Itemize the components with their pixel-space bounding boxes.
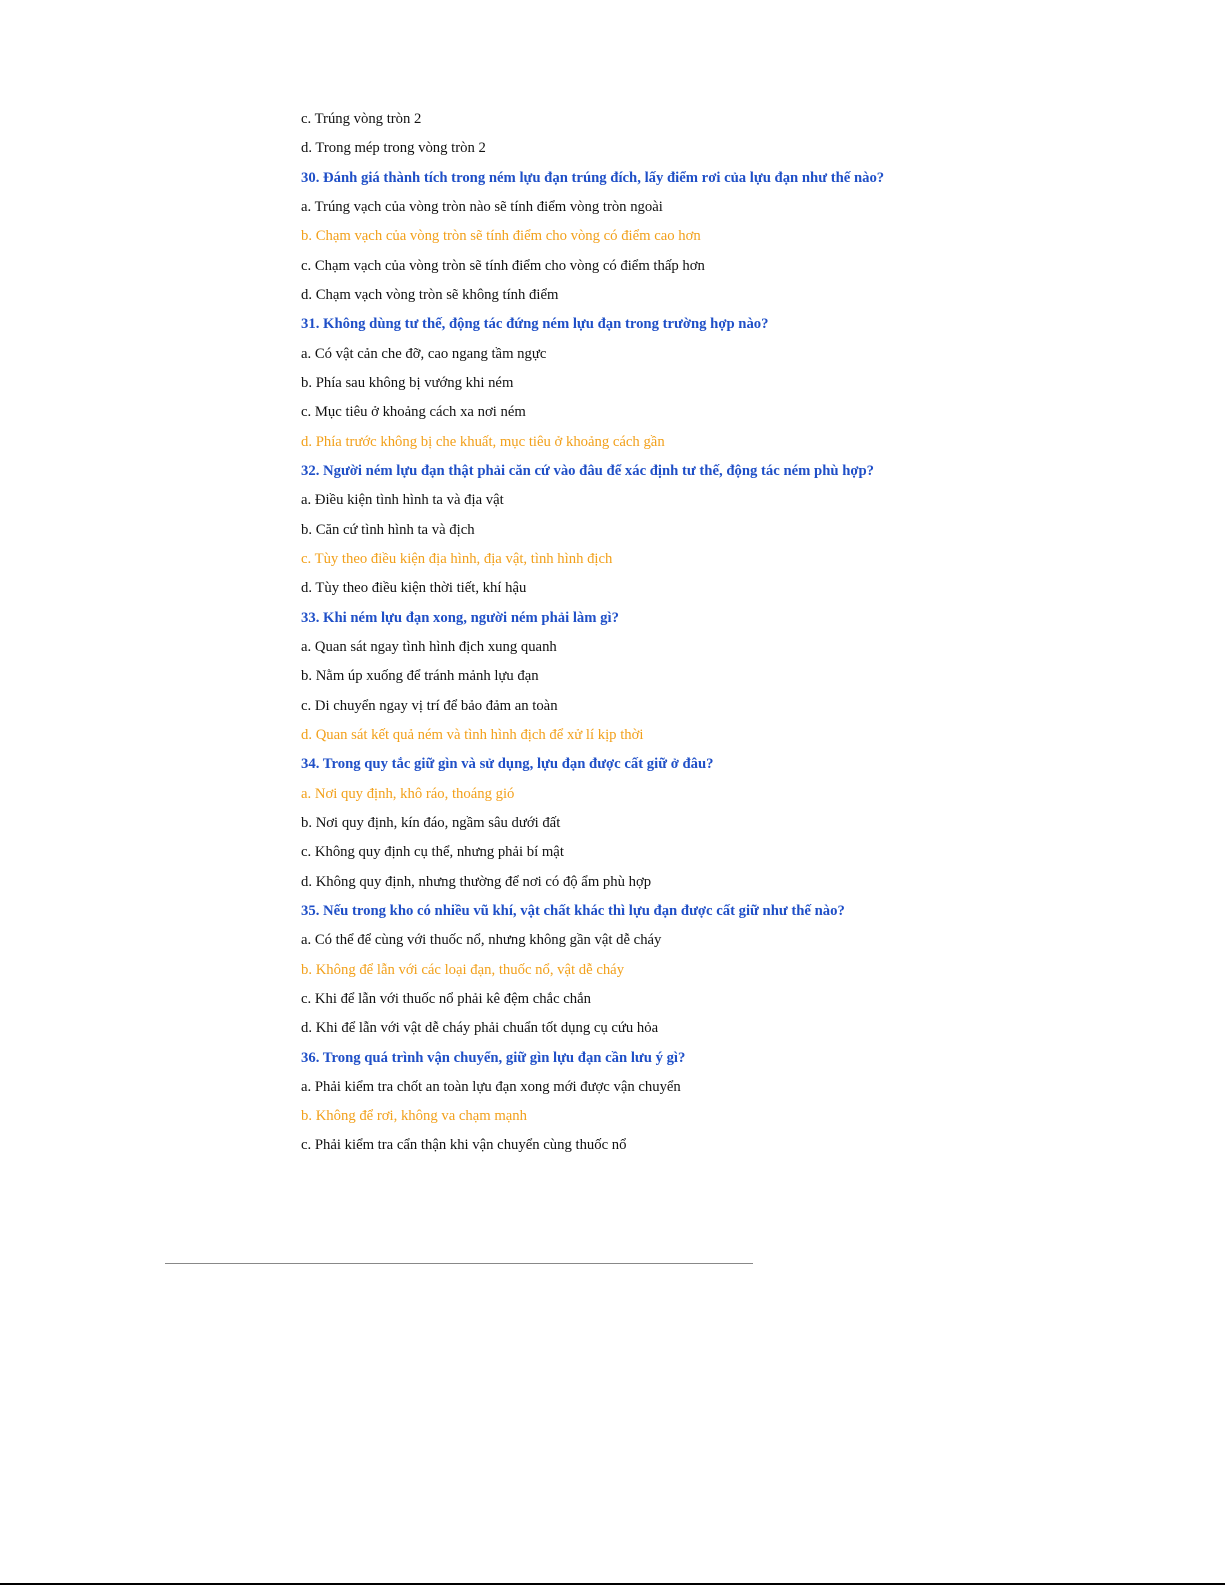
option-line: a. Phải kiểm tra chốt an toàn lựu đạn xong mới được vận chuyển	[301, 1078, 681, 1095]
option-line: d. Chạm vạch vòng tròn sẽ không tính điểm	[301, 286, 559, 303]
option-line: a. Có thể để cùng với thuốc nổ, nhưng không gần vật dễ cháy	[301, 932, 662, 949]
correct-answer-line: b. Không để lẫn với các loại đạn, thuốc nổ, vật dễ cháy	[301, 961, 625, 978]
question-heading: 31. Không dùng tư thế, động tác đứng ném lựu đạn trong trường hợp nào?	[301, 316, 769, 333]
option-line: a. Trúng vạch của vòng tròn nào sẽ tính điểm vòng tròn ngoài	[301, 198, 663, 215]
option-line: d. Tùy theo điều kiện thời tiết, khí hậu	[301, 580, 527, 597]
option-line: c. Khi để lẫn với thuốc nổ phải kê đệm chắc chắn	[301, 990, 591, 1007]
correct-answer-line: c. Tùy theo điều kiện địa hình, địa vật, tình hình địch	[301, 550, 613, 567]
option-line: c. Trúng vòng tròn 2	[301, 111, 422, 127]
footer-divider	[165, 1263, 753, 1264]
correct-answer-line: b. Không để rơi, không va chạm mạnh	[301, 1108, 527, 1125]
option-line: c. Mục tiêu ở khoảng cách xa nơi ném	[301, 404, 526, 421]
option-line: b. Nơi quy định, kín đáo, ngầm sâu dưới đất	[301, 814, 561, 831]
correct-answer-line: b. Chạm vạch của vòng tròn sẽ tính điểm cho vòng có điểm cao hơn	[301, 228, 701, 245]
option-line: b. Căn cứ tình hình ta và địch	[301, 521, 475, 538]
question-heading: 35. Nếu trong kho có nhiều vũ khí, vật chất khác thì lựu đạn được cất giữ như thế nào?	[301, 902, 845, 919]
question-heading: 30. Đánh giá thành tích trong ném lựu đạn trúng đích, lấy điểm rơi của lựu đạn như thế nào?	[301, 169, 885, 186]
correct-answer-line: d. Quan sát kết quả ném và tình hình địch để xử lí kịp thời	[301, 726, 644, 743]
correct-answer-line: a. Nơi quy định, khô ráo, thoáng gió	[301, 785, 515, 802]
question-heading: 33. Khi ném lựu đạn xong, người ném phải làm gì?	[301, 609, 619, 626]
option-line: d. Không quy định, nhưng thường để nơi có độ ẩm phù hợp	[301, 873, 652, 890]
question-heading: 36. Trong quá trình vận chuyển, giữ gìn lựu đạn cần lưu ý gì?	[301, 1049, 686, 1066]
option-line: d. Trong mép trong vòng tròn 2	[301, 140, 486, 157]
option-line: d. Khi để lẫn với vật dễ cháy phải chuẩn tốt dụng cụ cứu hỏa	[301, 1020, 659, 1037]
option-line: a. Quan sát ngay tình hình địch xung quanh	[301, 638, 557, 655]
option-line: c. Chạm vạch của vòng tròn sẽ tính điểm cho vòng có điểm thấp hơn	[301, 257, 705, 274]
option-line: c. Di chuyển ngay vị trí để bảo đảm an toàn	[301, 697, 558, 714]
option-line: b. Nằm úp xuống để tránh mảnh lựu đạn	[301, 668, 539, 685]
question-heading: 34. Trong quy tắc giữ gìn và sử dụng, lựu đạn được cất giữ ở đâu?	[301, 756, 714, 773]
quiz-content	[301, 105, 1181, 1161]
option-line: c. Không quy định cụ thể, nhưng phải bí mật	[301, 844, 564, 861]
option-line: a. Có vật cản che đỡ, cao ngang tầm ngực	[301, 345, 547, 362]
option-line: a. Điều kiện tình hình ta và địa vật	[301, 492, 504, 509]
option-line: c. Phải kiểm tra cẩn thận khi vận chuyển cùng thuốc nổ	[301, 1137, 627, 1154]
correct-answer-line: d. Phía trước không bị che khuất, mục tiêu ở khoảng cách gần	[301, 433, 665, 450]
option-line: b. Phía sau không bị vướng khi ném	[301, 374, 514, 391]
question-heading: 32. Người ném lựu đạn thật phải căn cứ vào đâu để xác định tư thế, động tác ném phù hợp?	[301, 462, 875, 479]
